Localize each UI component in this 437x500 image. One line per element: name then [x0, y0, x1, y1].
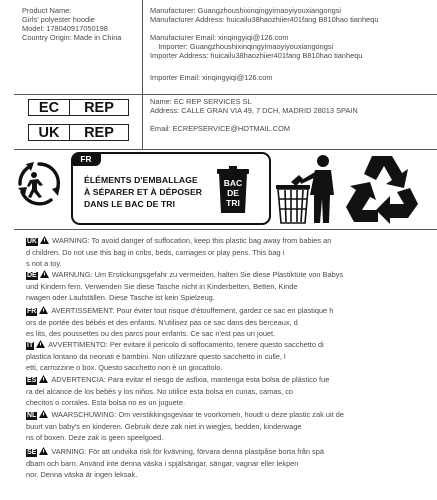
- warning-text: nor. Denna väska är ingen leksak.: [26, 470, 138, 479]
- warning-it: [26, 339, 436, 374]
- warning-line: [26, 292, 436, 304]
- warning-line: [26, 235, 436, 247]
- warning-text: AVVERTIMENTO: Per evitare il pericolo di soffocamento, tenere questo sacchetto di: [48, 340, 324, 349]
- language-code-badge: UK: [27, 238, 38, 245]
- product-info: [22, 6, 121, 42]
- language-code-badge: NL: [27, 412, 37, 419]
- manufacturer-address: Manufacturer Address: huicailu38haozhiier401fang B810hao tianhequ: [150, 15, 379, 25]
- warning-triangle-icon: [39, 306, 48, 314]
- warning-nl: [26, 409, 436, 444]
- language-code-badge: IT: [27, 342, 34, 349]
- spacer: [150, 61, 378, 70]
- language-code-badge: SE: [27, 449, 37, 456]
- recycle-icon: [344, 152, 420, 226]
- warning-text: VARNING: För att undvika risk för kvävning, förvara denna plastpåse borta från spä: [51, 447, 324, 456]
- warning-line: [26, 374, 436, 386]
- divider-1: [14, 94, 437, 95]
- warning-fr: [26, 305, 436, 340]
- spacer: [150, 24, 378, 33]
- warning-text: etti, carrozzine o box. Questo sacchetto non è un giocattolo.: [26, 363, 223, 372]
- warning-line: [26, 328, 436, 340]
- warning-line: [26, 247, 436, 259]
- info-tri-badge: [71, 152, 271, 225]
- warning-line: [26, 351, 436, 363]
- warning-text: s not a toy.: [26, 259, 62, 268]
- ec-rep-right: REP: [84, 99, 114, 116]
- warning-text: ors de portée des bébés et des enfants. N'utilisez pas ce sac dans des berceaux, d: [26, 317, 298, 327]
- warning-text: es lits, des poussettes ou des parcs pour enfants. Ce sac n'est pas un jouet.: [26, 329, 276, 338]
- tidyman-icon: [274, 153, 344, 225]
- language-code-badge: ES: [27, 377, 37, 384]
- importer-name: Importer: Guangzhoushixinqingyimaoyiyouxiangongsi: [150, 42, 334, 52]
- warning-triangle-icon: [40, 236, 49, 244]
- warning-text: ns of boxen. Deze zak is geen speelgoed.: [26, 433, 164, 442]
- warning-text: ra del alcance de los bebés y los niños. No utilice esta bolsa en cunas, camas, co: [26, 386, 294, 396]
- language-code-badge: DE: [27, 272, 37, 279]
- triman-text-line-2: À SÉPARER ET À DÉPOSER: [84, 187, 203, 197]
- warning-de: [26, 269, 436, 304]
- warning-line: [26, 397, 436, 409]
- uk-rep-left: UK: [29, 125, 70, 140]
- warning-line: [26, 458, 436, 470]
- warning-line: [26, 421, 436, 433]
- warning-line: [26, 409, 436, 421]
- warning-es: [26, 374, 436, 409]
- bin-text-2: DE: [227, 188, 239, 198]
- warning-line: [26, 339, 436, 351]
- warning-line: [26, 469, 436, 481]
- warning-line: [26, 386, 436, 398]
- warning-line: [26, 269, 436, 281]
- warning-line: [26, 281, 436, 293]
- warning-triangle-icon: [39, 447, 48, 455]
- warning-text: buurt van baby's en kinderen. Gebruik deze zak niet in wiegjes, bedden, kinderwage: [26, 421, 302, 431]
- triman-text-line-3: DANS LE BAC DE TRI: [84, 199, 176, 209]
- ec-rep-symbol: [28, 99, 129, 116]
- warning-text: d children. Do not use this bag in cribs, beds, carriages or play pens. This bag i: [26, 247, 285, 257]
- warning-line: [26, 362, 436, 374]
- language-code-badge: FR: [27, 308, 37, 315]
- divider-2: [14, 149, 437, 150]
- rep-info: [150, 97, 358, 133]
- warning-triangle-icon: [36, 340, 45, 348]
- manufacturer-info: [150, 6, 378, 82]
- manufacturer-email: Manufacturer Email: xinqingyiqi@126.com: [150, 33, 289, 43]
- warning-text: WARNING: To avoid danger of suffocation, keep this plastic bag away from babies an: [52, 236, 332, 245]
- warning-text: AVERTISSEMENT: Pour éviter tout risque d'étouffement, gardez ce sac en plastique h: [51, 306, 334, 315]
- triman-text-line-1: ÉLÉMENTS D'EMBALLAGE: [84, 175, 198, 185]
- warning-line: [26, 317, 436, 329]
- country-origin: Country Origin: Made in China: [22, 33, 122, 43]
- rep-email: Email: ECREPSERVICE@HOTMAIL.COM: [150, 124, 291, 134]
- uk-rep-symbol: [28, 124, 129, 141]
- warning-triangle-icon: [39, 375, 48, 383]
- sorting-bin-icon: [216, 165, 250, 215]
- warning-line: [26, 432, 436, 444]
- vertical-divider: [142, 0, 143, 150]
- product-model: Model: 178040917050198: [22, 24, 108, 34]
- importer-email: Importer Email: xinqingyiqi@126.com: [150, 72, 273, 82]
- divider-3: [14, 229, 437, 230]
- bin-text-3: TRI: [226, 198, 240, 208]
- warning-triangle-icon: [39, 410, 48, 418]
- fr-label: FR: [71, 152, 101, 166]
- ec-rep-left: EC: [29, 100, 70, 115]
- product-name: Girls' polyester hoodie: [22, 15, 95, 25]
- warning-line: [26, 446, 436, 458]
- spacer: [150, 115, 358, 124]
- manufacturer-name: Manufacturer: Guangzhoushixinqingyimaoyiyouxiangongsi: [150, 6, 342, 15]
- uk-rep-right: REP: [84, 124, 114, 141]
- rep-name: Name: EC REP SERVICES SL: [150, 97, 252, 106]
- warning-text: dbarn och barn. Använd inte denna väska i spjälsängar, sängar, vagnar eller lekpen: [26, 458, 299, 468]
- warning-text: plastica lontano da neonati e bambini. Non utilizzare questo sacchetto in culle, l: [26, 351, 286, 361]
- warning-text: WAARSCHUWING: Om verstikkingsgevaar te voorkomen, houdt u deze plastic zak uit de: [51, 410, 344, 419]
- warning-se: [26, 446, 436, 481]
- warning-triangle-icon: [40, 270, 49, 278]
- bin-text-1: BAC: [223, 178, 243, 188]
- warning-line: [26, 258, 436, 270]
- rep-address: Address: CALLE GRAN VIA 49, 7 DCH, MADRID 28013 SPAIN: [150, 106, 358, 116]
- warning-text: WARNUNG: Um Erstickungsgefahr zu vermeiden, halten Sie diese Plastiktüte von Babys: [51, 270, 344, 279]
- product-name-label: Product Name:: [22, 6, 72, 15]
- warning-uk: [26, 235, 436, 270]
- triman-icon: [16, 160, 62, 206]
- importer-address: Importer Address: huicailu38haozhiier401fang B810hao tianhequ: [150, 51, 363, 61]
- warning-text: checitos o corrales. Esta bolsa no es un juguete.: [26, 398, 185, 407]
- warning-text: und Kindern fern. Verwenden Sie diese Tasche nicht in Kinderbetten, Betten, Kinde: [26, 281, 298, 291]
- warning-text: rwagen oder Laufställen. Diese Tasche ist kein Spielzeug.: [26, 293, 215, 302]
- warning-line: [26, 305, 436, 317]
- warning-text: ADVERTENCIA: Para evitar el riesgo de asfixia, mantenga esta bolsa de plástico fue: [51, 375, 330, 384]
